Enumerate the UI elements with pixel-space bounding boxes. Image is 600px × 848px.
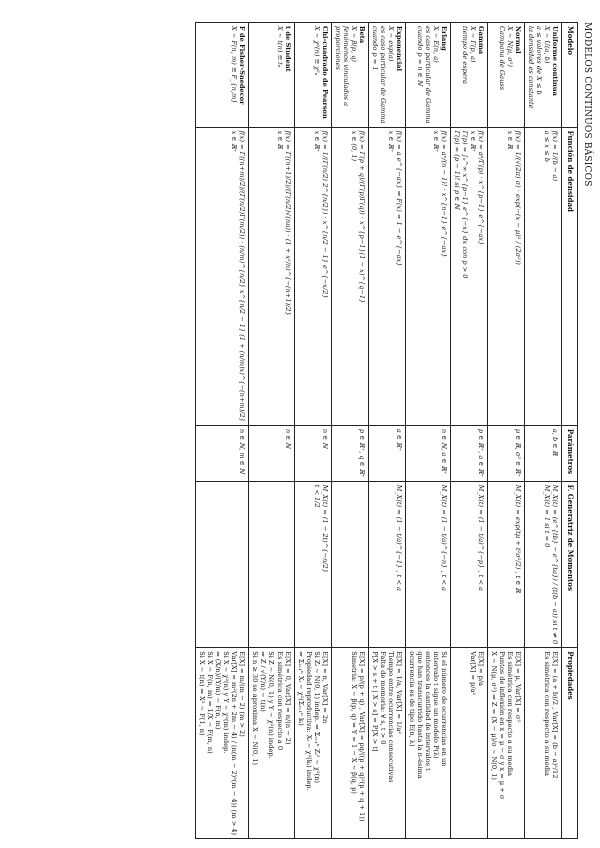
property-line: que han transcurrido hasta la n-ésima — [416, 651, 424, 779]
model-notation-line: X ∼ F(n, m) ≡ F_{n,m} — [230, 26, 239, 104]
model-notation-line: X ∼ Γ(p, a) — [469, 26, 478, 63]
model-notation-line: X ∼ exp(a) — [386, 26, 395, 62]
mgf-cell — [331, 481, 368, 648]
model-name: Normal — [514, 26, 523, 54]
model-notation-line: cuando p = n ∈ ℕ — [416, 26, 424, 86]
model-notation-line: cuando p = 1 — [370, 26, 379, 71]
mgf-cell — [451, 481, 488, 648]
parameters-text: p ∈ ℝ⁺, q ∈ ℝ⁺ — [357, 428, 366, 478]
model-cell — [525, 23, 562, 128]
density-line: f(x) = aᵖ/Γ(p) · x^{p−1} e^{−ax} — [477, 130, 486, 246]
density-cell — [331, 127, 368, 425]
parameters-cell — [331, 425, 368, 481]
mgf-cell — [294, 481, 331, 648]
table-row — [294, 23, 331, 839]
density-line: f(x) = 1/(Γ(n/2) 2^{n/2}) · x^{n/2 − 1} e^{−x/2} — [320, 130, 329, 299]
mgf-line: M_X(t) = (1 − t/a)^{−n} , t < a — [440, 484, 449, 591]
density-line: x ∈ ℝ⁺ — [432, 130, 441, 153]
mgf-line: M_X(t) = (e^{tb} − e^{ta}) / (t(b − a)) si t ≠ 0 — [551, 484, 560, 645]
distributions-table — [195, 22, 578, 839]
model-cell — [488, 23, 525, 128]
table-row — [488, 23, 525, 839]
model-notation-line: X ∼ β(p, q) — [349, 26, 358, 63]
parameters-text: a, b ∈ ℝ — [551, 428, 560, 456]
parameters-text: n ∈ ℕ — [283, 428, 292, 449]
parameters-cell — [196, 425, 249, 481]
properties-cell — [196, 648, 249, 839]
parameters-cell — [488, 425, 525, 481]
model-name: Chi-cuadrado de Pearson — [320, 26, 329, 119]
density-cell — [196, 127, 249, 425]
density-line: f(x) = 1/(b − a) — [551, 130, 560, 182]
parameters-text: n ∈ ℕ — [320, 428, 329, 449]
parameters-text: n ∈ ℕ, m ∈ ℕ — [238, 428, 247, 474]
density-line: x ∈ ℝ⁺ — [469, 130, 478, 153]
property-line: E[X] = (a + b)/2 , Var[X] = (b − a)²/12 — [551, 651, 560, 779]
header-properties: Propiedades — [562, 648, 578, 839]
model-notation-line: X ∼ U(a, b) — [543, 26, 552, 64]
model-cell — [331, 23, 368, 128]
mgf-cell — [368, 481, 405, 648]
model-notation-line: X ∼ E(n, a) — [432, 26, 441, 63]
density-line: f(x) = Γ((n+1)/2)/(Γ(n/2)√(nπ)) · (1 + x²/n)^{−(n+1)/2} — [283, 130, 292, 316]
property-line: Es simétrica con respecto a 0 — [275, 651, 284, 751]
property-line: Si X ∼ t(n) ⇒ X² ∼ F(1, n) — [198, 651, 207, 736]
parameters-cell — [451, 425, 488, 481]
parameters-cell — [405, 425, 450, 481]
property-line: Es simétrica con respecto a su media — [543, 651, 552, 776]
density-line: Γ(p) = (p − 1)! si p ∈ ℕ — [453, 130, 462, 210]
model-name: Exponencial — [394, 26, 403, 72]
density-line: x ∈ ℝ — [506, 130, 515, 149]
mgf-line: M_X(t) = (1 − t/a)^{−1} , t < a — [394, 484, 403, 591]
property-line: Si el número de ocurrencias en un — [440, 651, 449, 767]
density-line: x ∈ ℝ — [275, 130, 284, 149]
properties-cell — [249, 648, 294, 839]
table-row — [196, 23, 249, 839]
model-cell — [196, 23, 249, 128]
density-line: f(x) = aⁿ/(n − 1)! · x^{n−1} e^{−ax} — [440, 130, 449, 258]
model-name: Erlang — [440, 26, 449, 51]
property-line: Es simétrica con respecto a su media — [506, 651, 515, 776]
property-line: Propiedad reproductiva: Xᵢ ∼ χ²(kᵢ) indep. — [304, 651, 313, 791]
density-cell — [451, 127, 488, 425]
property-line: intervalo t sigue un modelo P(λ) — [432, 651, 441, 759]
property-line: Puntos de inflexión en x = μ − σ y x = μ + σ — [498, 651, 507, 800]
parameters-text: a ∈ ℝ⁺ — [394, 428, 403, 451]
density-cell — [405, 127, 450, 425]
table-body — [196, 23, 562, 839]
properties-cell — [525, 648, 562, 839]
parameters-cell — [294, 425, 331, 481]
property-line: Falta de memoria: ∀ s, t > 0 — [378, 651, 387, 745]
parameters-cell — [368, 425, 405, 481]
property-line: E[X] = μ, Var[X] = σ² — [514, 651, 523, 723]
property-line: E[X] = 1/a, Var[X] = 1/a² — [394, 651, 403, 734]
density-line: Γ(p) = ∫₀^∞ x^{p−1} e^{−x} dx con p > 0 — [461, 130, 470, 279]
mgf-line: t < 1/2 — [312, 484, 321, 508]
header-model: Modelo — [562, 23, 578, 128]
property-line: Si X ∼ F(n, m) ⇒ 1/X ∼ F(m, n) — [206, 651, 215, 754]
table-row — [249, 23, 294, 839]
properties-cell — [331, 648, 368, 839]
model-notation-line: es caso particular de Gamma — [378, 26, 387, 124]
mgf-line: M_X(t) = (1 − t/a)^{−p} , t < a — [477, 484, 486, 591]
properties-cell — [488, 648, 525, 839]
header-density: Función de densidad — [562, 127, 578, 425]
density-line: x ∈ (0, 1) — [349, 130, 358, 162]
parameters-text: μ ∈ ℝ, σ² ∈ ℝ⁺ — [514, 428, 523, 478]
properties-cell — [451, 648, 488, 839]
property-line: P[X > s + t | X > s] = P[X > t] — [370, 651, 379, 752]
model-notation-line: X ∼ N(μ, σ²) — [506, 26, 515, 67]
model-cell — [451, 23, 488, 128]
model-name: Gamma — [477, 26, 486, 55]
parameters-cell — [525, 425, 562, 481]
mgf-line: M_X(t) = 1 si t = 0 — [543, 484, 552, 548]
page-title: MODELOS CONTINUOS BÁSICOS — [582, 22, 592, 187]
property-line: E[X] = n, Var[X] = 2n — [320, 651, 329, 724]
density-line: f(x) = 1/(√(2π) σ) · exp(−(x − μ)² / (2σ²)) — [514, 130, 523, 265]
property-line: Var[X] = m²(2n + 2m − 4) / (n(m − 2)²(m − 4)) (m > 4) — [230, 651, 239, 836]
properties-cell — [368, 648, 405, 839]
mgf-cell — [488, 481, 525, 648]
model-notation-line: fenómenos vinculados a — [341, 26, 350, 107]
model-cell — [249, 23, 294, 128]
table-row — [525, 23, 562, 839]
density-cell — [294, 127, 331, 425]
header-parameters: Parámetros — [562, 425, 578, 481]
mgf-cell — [525, 481, 562, 648]
property-line: Tiempo entre ocurrencias consecutivas — [386, 651, 395, 783]
property-line: E[X] = m/(m − 2) (m > 2) — [238, 651, 247, 737]
model-name: Beta — [357, 26, 366, 44]
property-line: ocurrencia es de tipo E(n, λ) — [407, 651, 416, 747]
parameters-text: p ∈ ℝ⁺, a ∈ ℝ⁺ — [477, 428, 486, 478]
density-line: x ∈ ℝ⁺ — [312, 130, 321, 153]
model-name: Uniforme continua — [551, 26, 560, 96]
density-cell — [249, 127, 294, 425]
model-notation-line: X ∼ t(n) ≡ tₙ — [275, 26, 284, 68]
property-line: Si Z ∼ N(0, 1) y Y ∼ χ²(n) indep. — [267, 651, 276, 759]
model-cell — [368, 23, 405, 128]
model-notation-line: tiempo de espera — [461, 26, 470, 84]
model-cell — [294, 23, 331, 128]
property-line: Var[X] = p/a² — [469, 651, 478, 696]
property-line: X ∼ N(μ, σ²) ⇒ Z = (X − μ)/σ ∼ N(0, 1) — [490, 651, 499, 780]
table-row — [368, 23, 405, 839]
model-notation-line: la densidad es constante — [527, 26, 536, 109]
density-cell — [368, 127, 405, 425]
mgf-cell — [405, 481, 450, 648]
mgf-line: M_X(t) = exp(tμ + t²σ²/2) , t ∈ ℝ — [514, 484, 523, 593]
mgf-line: M_X(t) = (1 − 2t)^{−n/2} — [320, 484, 329, 573]
property-line: ⇒ Z / √(Y/n) ∼ t(n) — [259, 651, 268, 712]
property-line: E[X] = 0, Var[X] = n/(n − 2) — [283, 651, 292, 745]
property-line: E[X] = p/a — [477, 651, 486, 686]
model-notation-line: a ≤ valores de X ≤ b — [535, 26, 544, 95]
density-cell — [525, 127, 562, 425]
model-name: t de Student — [283, 26, 292, 72]
parameters-text: n ∈ ℕ, a ∈ ℝ⁺ — [440, 428, 449, 475]
mgf-cell — [196, 481, 249, 648]
density-line: x ∈ ℝ⁺ — [386, 130, 395, 153]
table-row — [331, 23, 368, 839]
property-line: Si n ≥ 30 se aproxima X ∼ N(0, 1) — [251, 651, 260, 766]
property-line: ⇒ Σᵢ₌₁ⁿ Xᵢ ∼ χ²(Σᵢ₌₁ⁿ kᵢ) — [296, 651, 305, 726]
density-cell — [488, 127, 525, 425]
model-notation-line: Campana de Gauss — [498, 26, 507, 91]
model-notation-line: proporciones — [333, 26, 342, 70]
density-line: x ∈ ℝ⁺ — [230, 130, 239, 153]
properties-cell — [294, 648, 331, 839]
property-line: E[X] = p/(p + q) , Var[X] = pq/((p + q)²(p + q + 1)) — [357, 651, 366, 822]
property-line: Si Zᵢ ∼ N(0, 1) indep. ⇒ Σᵢ₌₁ⁿ Zᵢ² ∼ χ²(n) — [312, 651, 321, 784]
model-name: F de Fisher-Snedecor — [238, 26, 247, 105]
model-notation-line: es caso particular de Gamma — [424, 26, 433, 124]
property-line: ⇒ (X/n)/(Y/m) ∼ F(n, m) — [214, 651, 223, 730]
density-line: a ≤ x ≤ b — [543, 130, 552, 162]
model-notation-line: X ∼ χ²(n) ≡ χ²ₙ — [312, 26, 321, 76]
properties-cell — [405, 648, 450, 839]
density-line: f(x) = a e^{−ax} ⇒ F(x) = 1 − e^{−ax} — [394, 130, 403, 267]
table-row — [405, 23, 450, 839]
property-line: entonces la cantidad de intervalos t — [424, 651, 433, 771]
mgf-cell — [249, 481, 294, 648]
table-row — [451, 23, 488, 839]
density-line: f(x) = Γ(p + q)/(Γ(p)Γ(q)) · x^{p−1}(1 − x)^{q−1} — [357, 130, 366, 304]
table-header-row — [562, 23, 578, 839]
property-line: Simetría: X ∼ β(p, q) ⇔ Y = 1 − X ∼ β(q, p) — [349, 651, 358, 794]
parameters-cell — [249, 425, 294, 481]
model-cell — [405, 23, 450, 128]
property-line: Si X ∼ χ²(n) y Y ∼ χ²(m) indep. — [222, 651, 231, 754]
header-mgf: F. Generatriz de Momentos — [562, 481, 578, 648]
density-line: f(x) = Γ((n+m)/2)/(Γ(n/2)Γ(m/2)) · (n/m)^{n/2} x^{n/2 − 1} (1 + (n/m)x)^{−(n+m)/2} — [238, 130, 247, 422]
